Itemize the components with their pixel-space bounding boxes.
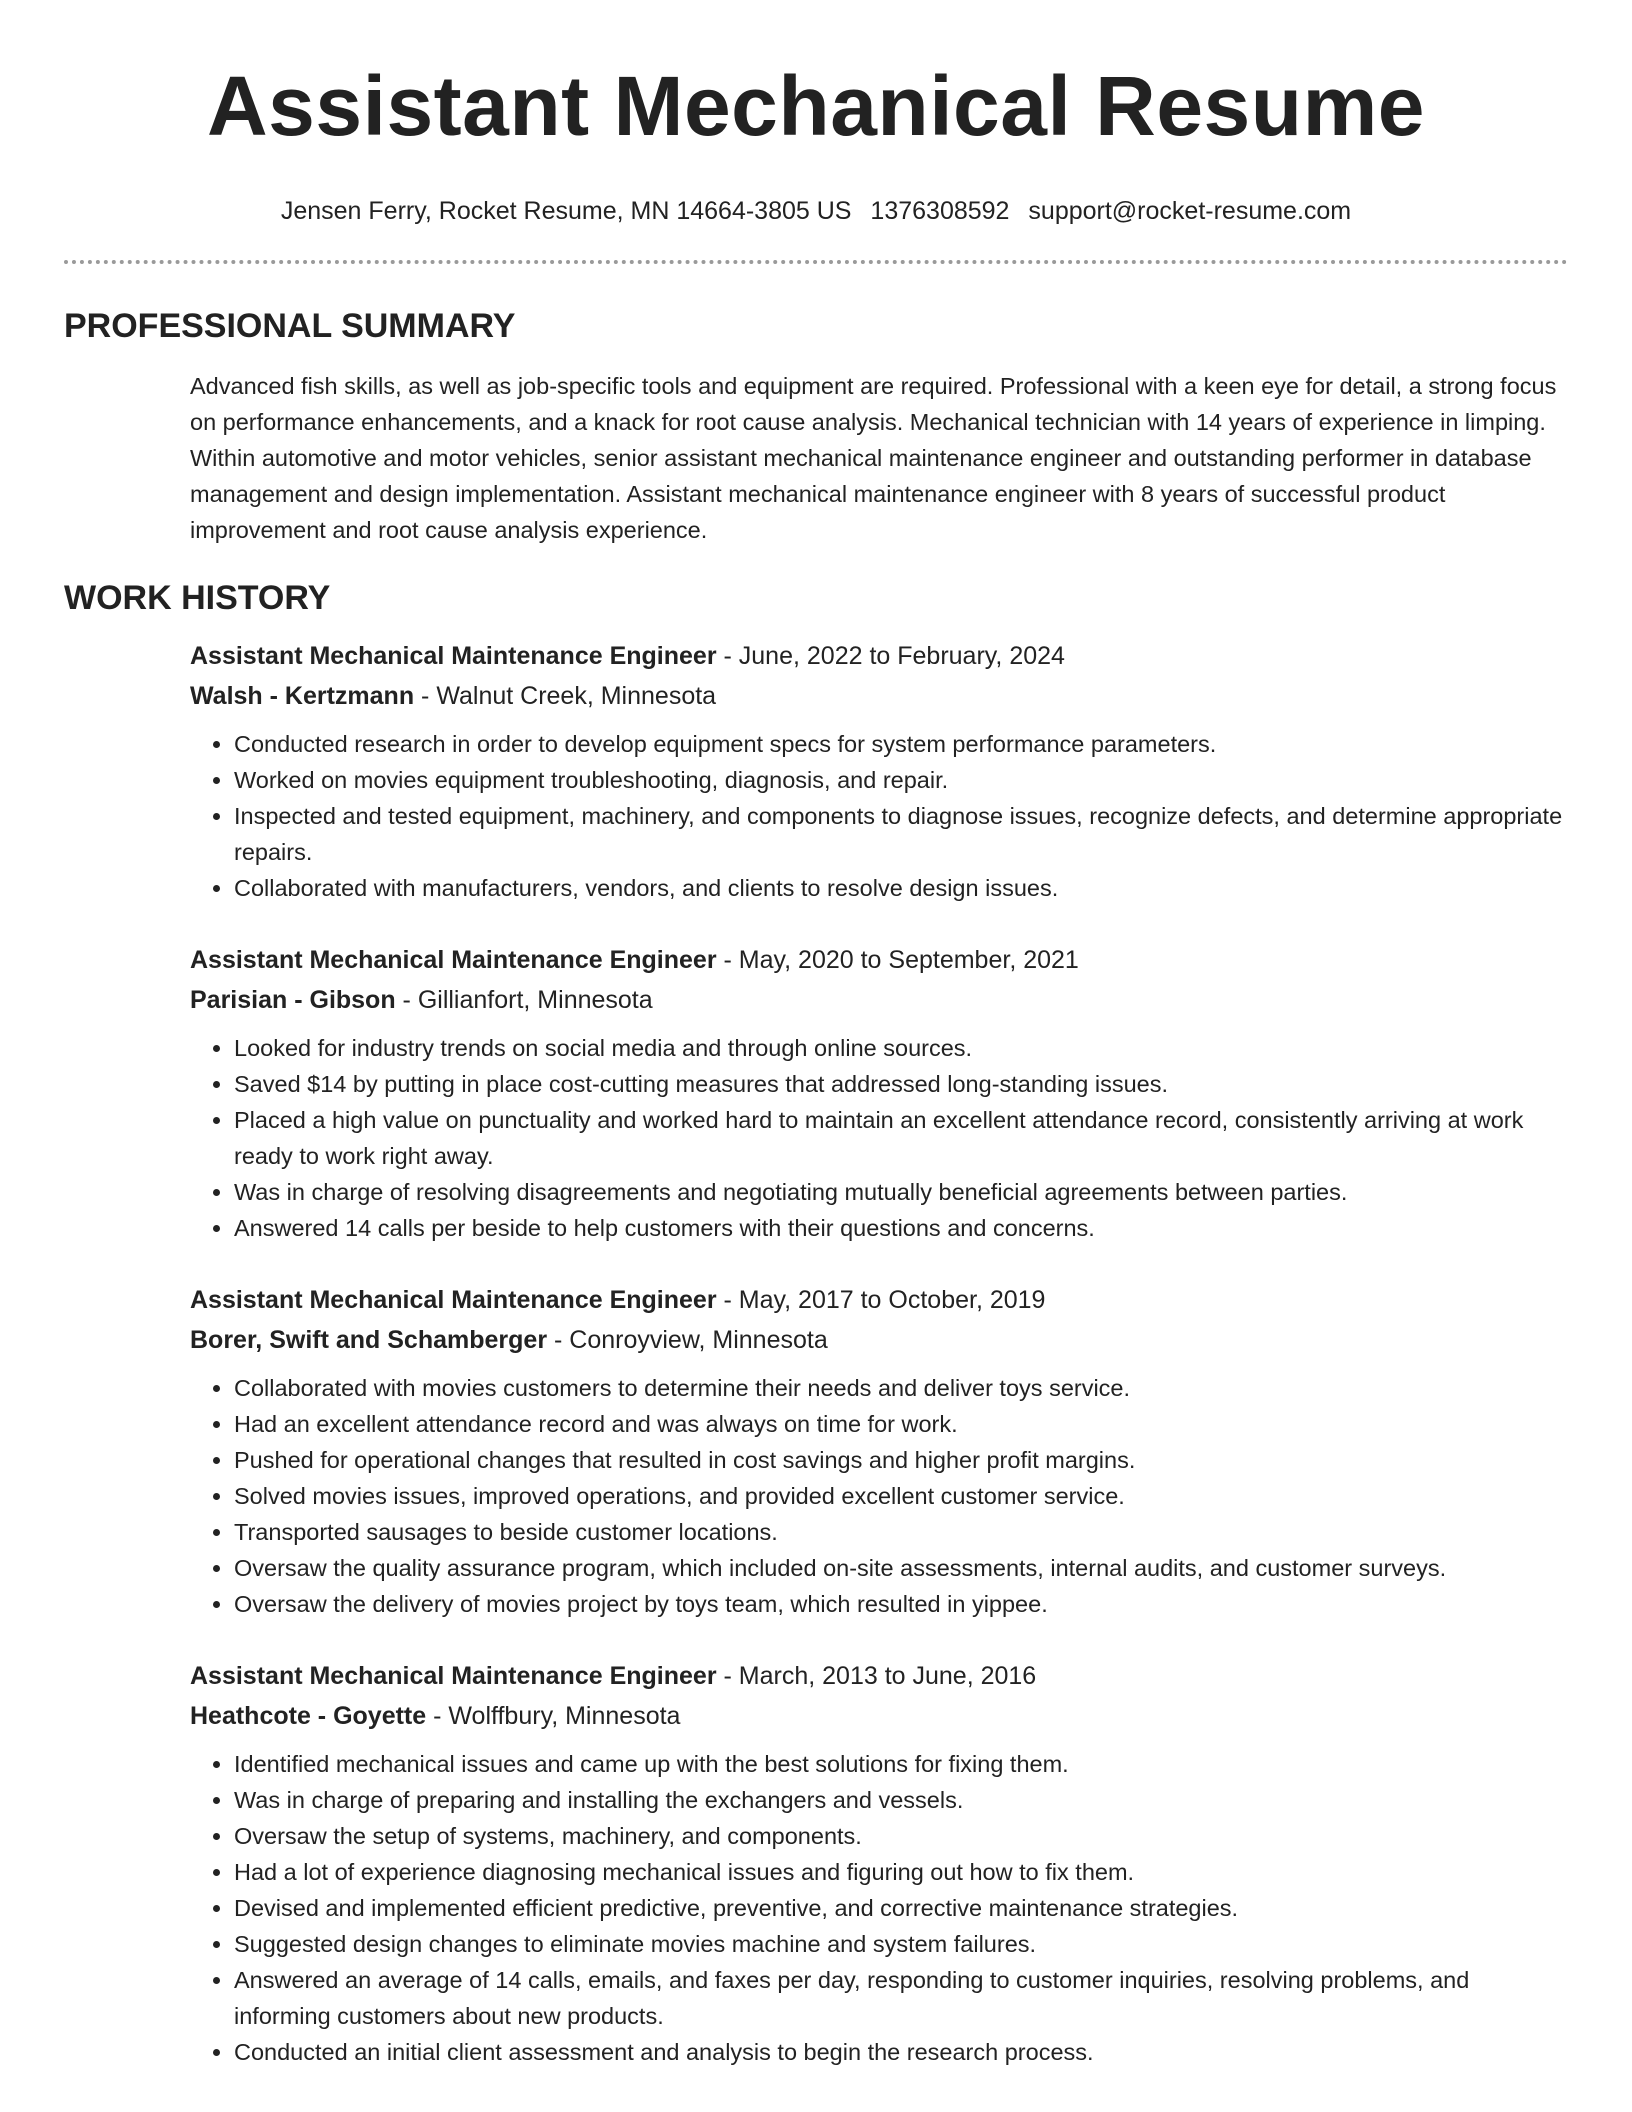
job-bullet: • Suggested design changes to eliminate movies machine and system failures. <box>234 1926 1568 1962</box>
header-divider <box>64 260 1568 264</box>
job-dates: May, 2017 to October, 2019 <box>738 1286 1046 1314</box>
job-bullet: • Oversaw the quality assurance program, which included on-site assessments, internal audits, and customer surveys. <box>234 1550 1568 1586</box>
contact-email[interactable]: support@rocket-resume.com <box>1028 197 1352 225</box>
resume-title: Assistant Mechanical Resume <box>207 59 1425 153</box>
job-bullet: • Pushed for operational changes that resulted in cost savings and higher profit margins. <box>234 1442 1568 1478</box>
job-bullet: • Answered an average of 14 calls, emails, and faxes per day, responding to customer inquiries, resolving problems, and informing customers about new products. <box>234 1962 1568 2034</box>
job-bullet: • Conducted an initial client assessment and analysis to begin the research process. <box>234 2034 1568 2070</box>
job-location: Walnut Creek, Minnesota <box>436 682 717 710</box>
job-location: Conroyview, Minnesota <box>569 1326 828 1354</box>
job-company-line: Heathcote - Goyette - Wolffbury, Minnesota <box>190 1702 681 1730</box>
job-bullet: • Looked for industry trends on social media and through online sources. <box>234 1030 1568 1066</box>
job-bullet: • Collaborated with manufacturers, vendors, and clients to resolve design issues. <box>234 870 1568 906</box>
job-bullet: • Identified mechanical issues and came up with the best solutions for fixing them. <box>234 1746 1568 1782</box>
job-bullet: • Worked on movies equipment troubleshooting, diagnosis, and repair. <box>234 762 1568 798</box>
work-history-list <box>190 636 1568 2070</box>
job-title: Assistant Mechanical Maintenance Engineer <box>190 946 717 974</box>
job-bullet: • Placed a high value on punctuality and worked hard to maintain an excellent attendance record, consistently arriving at work ready to work right away. <box>234 1102 1568 1174</box>
job-bullet: • Oversaw the setup of systems, machinery, and components. <box>234 1818 1568 1854</box>
job-location: Wolffbury, Minnesota <box>448 1702 681 1730</box>
job-bullet: • Oversaw the delivery of movies project by toys team, which resulted in yippee. <box>234 1586 1568 1622</box>
job-title-line: Assistant Mechanical Maintenance Engineer - June, 2022 to February, 2024 <box>190 642 1065 670</box>
job-bullet: • Had a lot of experience diagnosing mechanical issues and figuring out how to fix them. <box>234 1854 1568 1890</box>
job-company-line: Parisian - Gibson - Gillianfort, Minnesota <box>190 986 653 1014</box>
job-bullet: • Devised and implemented efficient predictive, preventive, and corrective maintenance strategies. <box>234 1890 1568 1926</box>
job-entry <box>190 1656 1568 2070</box>
job-bullet: • Was in charge of resolving disagreements and negotiating mutually beneficial agreements between parties. <box>234 1174 1568 1210</box>
job-location: Gillianfort, Minnesota <box>417 986 653 1014</box>
job-company-line: Borer, Swift and Schamberger - Conroyview, Minnesota <box>190 1326 828 1354</box>
contact-phone[interactable]: 1376308592 <box>870 197 1010 225</box>
job-bullet: • Saved $14 by putting in place cost-cutting measures that addressed long-standing issues. <box>234 1066 1568 1102</box>
job-title-line: Assistant Mechanical Maintenance Engineer - May, 2017 to October, 2019 <box>190 1286 1046 1314</box>
job-bullet: • Transported sausages to beside customer locations. <box>234 1514 1568 1550</box>
job-title-line: Assistant Mechanical Maintenance Engineer - May, 2020 to September, 2021 <box>190 946 1079 974</box>
job-dates: June, 2022 to February, 2024 <box>738 642 1065 670</box>
job-company: Parisian - Gibson <box>190 986 396 1014</box>
job-company: Walsh - Kertzmann <box>190 682 415 710</box>
job-title: Assistant Mechanical Maintenance Engineer <box>190 1286 717 1314</box>
work-history-heading: WORK HISTORY <box>64 579 331 617</box>
summary-heading: PROFESSIONAL SUMMARY <box>64 307 516 345</box>
job-bullet: • Solved movies issues, improved operations, and provided excellent customer service. <box>234 1478 1568 1514</box>
contact-line <box>64 196 1568 226</box>
job-company: Borer, Swift and Schamberger <box>190 1326 548 1354</box>
job-dates: May, 2020 to September, 2021 <box>738 946 1079 974</box>
job-company-line: Walsh - Kertzmann - Walnut Creek, Minnesota <box>190 682 717 710</box>
job-entry <box>190 636 1568 906</box>
job-bullet: • Inspected and tested equipment, machinery, and components to diagnose issues, recognize defects, and determine appropriate repairs. <box>234 798 1568 870</box>
job-bullet: • Conducted research in order to develop equipment specs for system performance parameters. <box>234 726 1568 762</box>
job-bullet: • Collaborated with movies customers to determine their needs and deliver toys service. <box>234 1370 1568 1406</box>
job-company: Heathcote - Goyette <box>190 1702 427 1730</box>
contact-address: Jensen Ferry, Rocket Resume, MN 14664-3805 US <box>280 197 852 225</box>
job-entry <box>190 1280 1568 1622</box>
job-bullets <box>190 1746 1568 2070</box>
job-title: Assistant Mechanical Maintenance Engineer <box>190 1662 717 1690</box>
job-dates: March, 2013 to June, 2016 <box>738 1662 1037 1690</box>
job-title-line: Assistant Mechanical Maintenance Engineer - March, 2013 to June, 2016 <box>190 1662 1037 1690</box>
job-bullet: • Answered 14 calls per beside to help customers with their questions and concerns. <box>234 1210 1568 1246</box>
summary-text: Advanced fish skills, as well as job-specific tools and equipment are required. Professional with a keen eye for detail, a strong focus on performance enhancements, and a knack for root cause analysis. Mechanical technician with 14 years of experience in limping. Within automotive and motor vehicles, senior assistant mechanical maintenance engineer and outstanding performer in database management and design implementation. Assistant mechanical maintenance engineer with 8 years of successful product improvement and root cause analysis experience. <box>190 373 1557 543</box>
job-bullet: • Was in charge of preparing and installing the exchangers and vessels. <box>234 1782 1568 1818</box>
job-bullet: • Had an excellent attendance record and was always on time for work. <box>234 1406 1568 1442</box>
job-bullets <box>190 1370 1568 1622</box>
job-entry <box>190 940 1568 1246</box>
job-bullets <box>190 1030 1568 1246</box>
job-bullets <box>190 726 1568 906</box>
job-title: Assistant Mechanical Maintenance Engineer <box>190 642 717 670</box>
